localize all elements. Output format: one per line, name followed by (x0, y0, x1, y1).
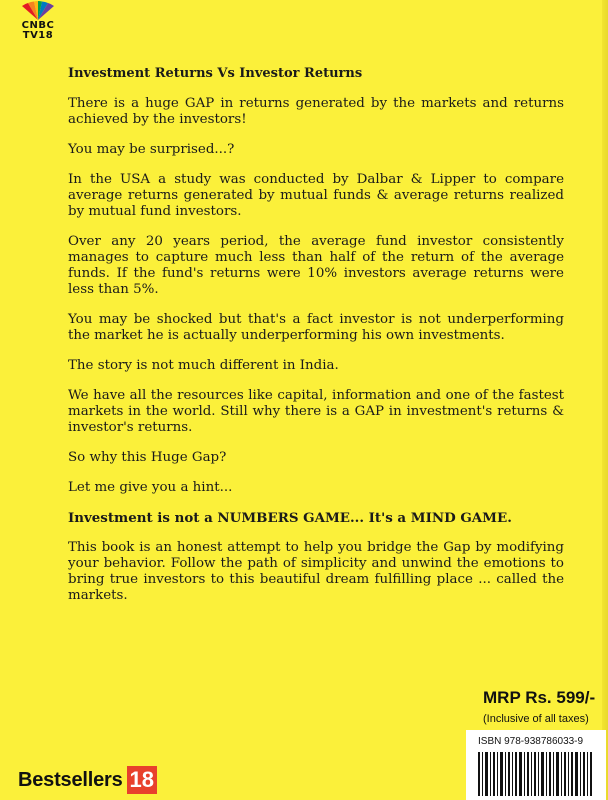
isbn-block (466, 730, 606, 800)
peacock-icon (8, 0, 68, 22)
isbn-text: ISBN 978-938786033-9 (478, 736, 584, 747)
price-note: (Inclusive of all taxes) (483, 713, 589, 725)
paragraph: The story is not much different in India. (68, 358, 339, 373)
blurb-heading: Investment Returns Vs Investor Returns (68, 66, 363, 81)
publisher-badge: 18 (127, 766, 157, 794)
paragraph: We have all the resources like capital, information and one of the fastest markets in the world. Still why there is a GAP in investment's returns & investor's returns. (68, 388, 564, 435)
paragraph: You may be surprised...? (68, 142, 235, 157)
blurb (68, 66, 564, 618)
logo-text-cnbc: CNBC (21, 20, 55, 31)
paragraph: So why this Huge Gap? (68, 450, 227, 465)
paragraph: This book is an honest attempt to help you bridge the Gap by modifying your behavior. Follow the path of simplicity and unwind the emotions to bring true investors to this beautiful dream fulfilling place ... called the markets. (68, 540, 564, 603)
paragraph: In the USA a study was conducted by Dalbar & Lipper to compare average returns generated by mutual funds & average returns realized by mutual fund investors. (68, 172, 564, 219)
cnbc-tv18-logo (8, 0, 68, 44)
barcode-icon (476, 752, 596, 796)
paragraph: Let me give you a hint... (68, 480, 233, 495)
publisher-name: Bestsellers (18, 768, 123, 791)
logo-text-tv18: TV18 (22, 30, 54, 41)
tagline: Investment is not a NUMBERS GAME... It's a MIND GAME. (68, 510, 512, 526)
publisher-logo (18, 765, 157, 795)
page-edge-shadow (602, 0, 608, 800)
price-mrp: MRP Rs. 599/- (483, 688, 596, 707)
paragraph: Over any 20 years period, the average fund investor consistently manages to capture much less than half of the return of the average funds. If the fund's returns were 10% investors average returns were less than 5%. (68, 234, 564, 297)
paragraph: There is a huge GAP in returns generated by the markets and returns achieved by the investors! (68, 96, 564, 127)
paragraph: You may be shocked but that's a fact investor is not underperforming the market he is actually underperforming his own investments. (68, 312, 564, 343)
